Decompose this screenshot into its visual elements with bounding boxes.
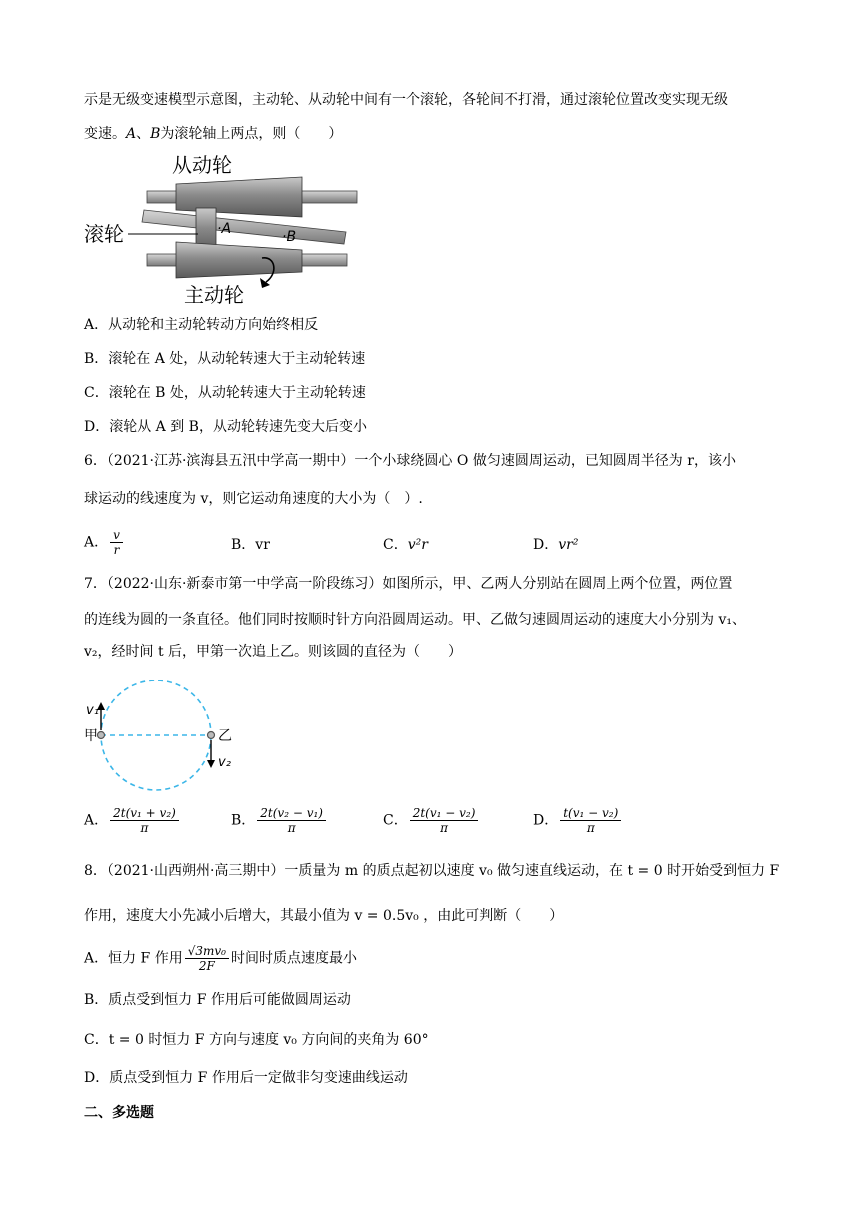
q7-line3: v₂，经时间 t 后，甲第一次追上乙。则该圆的直径为（ ） xyxy=(84,644,463,660)
q5-intro-line2: 变速。A、B为滚轮轴上两点，则（ ） xyxy=(84,126,343,142)
q5-option-d: D．滚轮从 A 到 B，从动轮转速先变大后变小 xyxy=(84,419,367,435)
driving-wheel-label: 主动轮 xyxy=(184,283,244,307)
q6-option-c: C．v²r xyxy=(383,537,428,553)
driven-wheel-label: 从动轮 xyxy=(172,153,232,177)
v1-label: v₁ xyxy=(86,703,99,718)
q5-option-a: A．从动轮和主动轮转动方向始终相反 xyxy=(84,317,319,333)
circle-diagram xyxy=(84,680,244,800)
v2-arrowhead-icon xyxy=(207,760,215,768)
q7-option-c: C． $\frac{\text{2t(v₁ − v₂)}}{\pi}$ xyxy=(383,806,480,835)
q6-option-a: A． $\frac{v}{r}$ xyxy=(84,528,125,557)
q8-option-c: C．t = 0 时恒力 F 方向与速度 v₀ 方向间的夹角为 60° xyxy=(84,1032,429,1048)
roller-label: 滚轮 xyxy=(84,222,124,246)
jia-point xyxy=(98,732,105,739)
section-heading: 二、多选题 xyxy=(84,1105,154,1121)
q6-option-d: D．vr² xyxy=(533,537,579,553)
driven-wheel-cone xyxy=(176,177,302,217)
driving-wheel-cone xyxy=(176,242,302,278)
q7-line2: 的连线为圆的一条直径。他们同时按顺时针方向沿圆周运动。甲、乙做匀速圆周运动的速度大小分别为 v₁、 xyxy=(84,612,746,628)
q8-line1: 8．（2021·山西朔州·高三期中）一质量为 m 的质点起初以速度 v₀ 做匀速直线运动，在 t = 0 时开始受到恒力 F xyxy=(84,863,780,879)
point-b-label: ·B xyxy=(282,229,297,245)
q7-option-a: A． $\frac{\text{2t(v₁ + v₂)}}{\pi}$ xyxy=(84,806,181,835)
q7-option-b: B． $\frac{\text{2t(v₂ − v₁)}}{\pi}$ xyxy=(231,806,328,835)
q5-option-b: B．滚轮在 A 处，从动轮转速大于主动轮转速 xyxy=(84,351,366,367)
yi-label: 乙 xyxy=(218,728,232,744)
q5-option-c: C．滚轮在 B 处，从动轮转速大于主动轮转速 xyxy=(84,385,366,401)
q8-line2: 作用，速度大小先减小后增大，其最小值为 v = 0.5v₀ ，由此可判断（ ） xyxy=(84,908,564,924)
q7-option-d: D． $\frac{\text{t(v₁ − v₂)}}{\pi}$ xyxy=(533,806,623,835)
q6-option-b: B．vr xyxy=(231,537,270,553)
q8-option-b: B．质点受到恒力 F 作用后可能做圆周运动 xyxy=(84,992,351,1008)
q6-line1: 6．（2021·江苏·滨海县五汛中学高一期中）一个小球绕圆心 O 做匀速圆周运动，已知圆周半径为 r，该小 xyxy=(84,453,736,469)
jia-label: 甲 xyxy=(84,728,98,744)
q6-line2: 球运动的线速度为 v，则它运动角速度的大小为（ ）. xyxy=(84,491,423,507)
q7-line1: 7．（2022·山东·新泰市第一中学高一阶段练习）如图所示，甲、乙两人分别站在圆周上两个位置，两位置 xyxy=(84,576,733,592)
q5-intro-line1: 示是无级变速模型示意图，主动轮、从动轮中间有一个滚轮，各轮间不打滑，通过滚轮位置改变实现无级 xyxy=(84,92,728,108)
roller-shaft xyxy=(142,210,346,244)
q8-option-d: D．质点受到恒力 F 作用后一定做非匀变速曲线运动 xyxy=(84,1070,408,1086)
point-a-label: ·A xyxy=(217,221,232,237)
q8-option-a: A．恒力 F 作用 $\frac{\text{√3mv₀}}{2F}$ 时间时质点速度最小 xyxy=(84,944,357,973)
v2-label: v₂ xyxy=(218,755,231,770)
yi-point xyxy=(208,732,215,739)
cvt-diagram xyxy=(84,150,364,310)
